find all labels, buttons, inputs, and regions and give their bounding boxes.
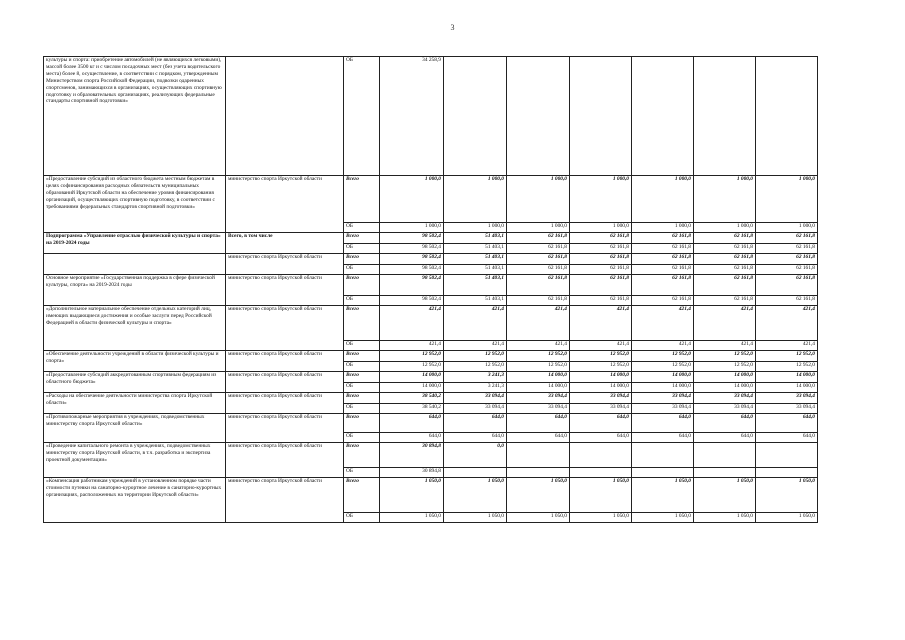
amount-cell: 421,4 (632, 306, 694, 341)
amount-cell: 51 403,1 (444, 265, 507, 275)
amount-cell: 644,0 (694, 433, 756, 443)
amount-cell (570, 57, 632, 176)
amount-cell: 421,4 (756, 306, 818, 341)
funding-source: ОБ (344, 244, 380, 254)
table-row (44, 275, 818, 296)
amount-cell: 14 000,0 (507, 383, 570, 393)
row-description: «Предоставление субсидий аккредитованным спортивным федерациям из областного бюджета» (44, 372, 226, 393)
amount-cell: 34 258,9 (380, 57, 444, 176)
amount-cell: 62 161,8 (632, 296, 694, 306)
amount-cell: 1 000,0 (756, 176, 818, 223)
amount-cell: 14 000,0 (756, 383, 818, 393)
amount-cell: 421,4 (694, 341, 756, 351)
table-row (44, 254, 818, 265)
amount-cell: 1 050,0 (632, 478, 694, 513)
amount-cell: 644,0 (756, 414, 818, 433)
funding-source: ОБ (344, 57, 380, 176)
amount-cell: 644,0 (756, 433, 818, 443)
amount-cell (570, 443, 632, 468)
amount-cell: 33 094,4 (756, 404, 818, 414)
amount-cell: 98 502,4 (380, 296, 444, 306)
amount-cell: 98 502,4 (380, 254, 444, 265)
amount-cell: 12 952,0 (756, 351, 818, 362)
funding-source: Всего (344, 393, 380, 404)
funding-source: ОБ (344, 296, 380, 306)
funding-source: Всего (344, 351, 380, 362)
amount-cell: 1 000,0 (570, 176, 632, 223)
amount-cell: 1 000,0 (444, 223, 507, 233)
funding-source: ОБ (344, 468, 380, 478)
amount-cell: 33 094,4 (444, 404, 507, 414)
row-executor: министерство спорта Иркутской области (226, 443, 344, 478)
amount-cell: 12 952,0 (632, 362, 694, 372)
amount-cell (756, 443, 818, 468)
amount-cell (632, 468, 694, 478)
amount-cell: 62 161,8 (632, 244, 694, 254)
amount-cell: 33 094,4 (507, 404, 570, 414)
amount-cell: 12 952,0 (507, 351, 570, 362)
amount-cell: 644,0 (380, 433, 444, 443)
amount-cell: 33 094,4 (632, 393, 694, 404)
funding-source: Всего (344, 306, 380, 341)
amount-cell: 421,4 (380, 341, 444, 351)
amount-cell: 98 502,4 (380, 275, 444, 296)
amount-cell: 62 161,8 (507, 254, 570, 265)
amount-cell: 1 050,0 (380, 478, 444, 513)
amount-cell: 1 000,0 (756, 223, 818, 233)
row-description: «Обеспечение деятельности учреждений в области физической культуры и спорта» (44, 351, 226, 372)
amount-cell: 14 000,0 (380, 383, 444, 393)
amount-cell: 1 000,0 (380, 176, 444, 223)
row-description: «Расходы на обеспечение деятельности министерства спорта Иркутской области» (44, 393, 226, 414)
amount-cell: 12 952,0 (444, 362, 507, 372)
amount-cell: 33 094,4 (632, 404, 694, 414)
amount-cell: 51 403,1 (444, 296, 507, 306)
amount-cell: 33 094,4 (694, 393, 756, 404)
amount-cell: 1 050,0 (756, 513, 818, 523)
row-executor: министерство спорта Иркутской области (226, 478, 344, 523)
amount-cell (507, 443, 570, 468)
funding-source: ОБ (344, 513, 380, 523)
amount-cell: 62 161,8 (570, 265, 632, 275)
amount-cell: 98 502,4 (380, 244, 444, 254)
amount-cell: 51 403,1 (444, 244, 507, 254)
amount-cell: 644,0 (632, 414, 694, 433)
row-executor: Всего, в том числе (226, 233, 344, 254)
table-row (44, 233, 818, 244)
amount-cell: 421,4 (756, 341, 818, 351)
amount-cell: 644,0 (444, 414, 507, 433)
amount-cell: 62 161,8 (507, 296, 570, 306)
amount-cell (756, 468, 818, 478)
amount-cell: 1 050,0 (380, 513, 444, 523)
amount-cell: 421,4 (507, 341, 570, 351)
row-description: Подпрограмма «Управление отраслью физической культуры и спорта» на 2019-2024 годы (44, 233, 226, 254)
amount-cell: 51 403,1 (444, 275, 507, 296)
amount-cell: 62 161,8 (694, 244, 756, 254)
page-number: 3 (450, 23, 455, 32)
amount-cell: 14 000,0 (632, 372, 694, 383)
row-executor: министерство спорта Иркутской области (226, 393, 344, 414)
amount-cell: 1 000,0 (380, 223, 444, 233)
amount-cell: 62 161,8 (694, 233, 756, 244)
amount-cell: 14 000,0 (380, 372, 444, 383)
amount-cell: 38 540,2 (380, 404, 444, 414)
amount-cell: 1 050,0 (570, 513, 632, 523)
funding-source: Всего (344, 478, 380, 513)
amount-cell: 12 952,0 (570, 351, 632, 362)
amount-cell: 0,0 (444, 443, 507, 468)
amount-cell: 62 161,8 (570, 296, 632, 306)
amount-cell: 62 161,8 (632, 233, 694, 244)
table-row (44, 57, 818, 176)
amount-cell: 1 050,0 (632, 513, 694, 523)
amount-cell: 421,4 (570, 341, 632, 351)
row-description: культуры и спорта: приобретение автомобилей (не являющихся легковыми), массой более 3500 кг и с числом посадочных мест (без учета водительского места) более 8, осуществление, в соответствии с порядком, утвержденным Министерством спорта Российской Федерации, подвозки одаренных спортсменов, занимающихся в организациях, осуществляющих спортивную подготовку и образовательных организациях, реализующих федеральные стандарты спортивной подготовки» (44, 57, 226, 176)
amount-cell: 421,4 (570, 306, 632, 341)
amount-cell: 12 952,0 (380, 362, 444, 372)
amount-cell: 421,4 (507, 306, 570, 341)
amount-cell: 12 952,0 (444, 351, 507, 362)
amount-cell: 14 000,0 (694, 372, 756, 383)
amount-cell (444, 57, 507, 176)
amount-cell: 1 000,0 (570, 223, 632, 233)
table-row (44, 414, 818, 433)
funding-source: Всего (344, 372, 380, 383)
amount-cell: 62 161,8 (694, 275, 756, 296)
table-row (44, 478, 818, 513)
amount-cell: 62 161,8 (632, 265, 694, 275)
amount-cell: 1 050,0 (694, 513, 756, 523)
funding-source: Всего (344, 443, 380, 468)
amount-cell: 62 161,8 (632, 254, 694, 265)
amount-cell: 14 000,0 (632, 383, 694, 393)
amount-cell: 33 094,4 (507, 393, 570, 404)
amount-cell: 62 161,8 (570, 254, 632, 265)
budget-table (43, 56, 818, 523)
row-description: «Противопожарные мероприятия в учреждениях, подведомственных министерству спорта Иркутской области» (44, 414, 226, 443)
amount-cell: 62 161,8 (756, 244, 818, 254)
row-description: «Компенсация работникам учреждений в установленном порядке части стоимости путевки на санаторно-курортное лечение в санаторно-курортных организациях, расположенных на территории Иркутской области» (44, 478, 226, 523)
amount-cell: 62 161,8 (756, 296, 818, 306)
amount-cell: 12 952,0 (694, 362, 756, 372)
amount-cell (694, 443, 756, 468)
amount-cell: 421,4 (632, 341, 694, 351)
amount-cell: 62 161,8 (756, 265, 818, 275)
table-row (44, 351, 818, 362)
amount-cell: 33 094,4 (444, 393, 507, 404)
funding-source: ОБ (344, 362, 380, 372)
funding-source: ОБ (344, 433, 380, 443)
amount-cell: 644,0 (570, 433, 632, 443)
row-executor (226, 57, 344, 176)
amount-cell (570, 468, 632, 478)
amount-cell: 1 050,0 (444, 478, 507, 513)
table-row (44, 393, 818, 404)
amount-cell: 1 000,0 (632, 176, 694, 223)
amount-cell: 1 050,0 (756, 478, 818, 513)
amount-cell (694, 468, 756, 478)
row-executor: министерство спорта Иркутской области (226, 306, 344, 351)
table-row (44, 176, 818, 223)
amount-cell: 644,0 (444, 433, 507, 443)
amount-cell: 62 161,8 (632, 275, 694, 296)
row-executor: министерство спорта Иркутской области (226, 176, 344, 233)
amount-cell: 644,0 (694, 414, 756, 433)
amount-cell: 51 403,1 (444, 254, 507, 265)
amount-cell: 1 050,0 (507, 513, 570, 523)
funding-source: Всего (344, 233, 380, 244)
amount-cell: 3 241,3 (444, 372, 507, 383)
amount-cell: 12 952,0 (632, 351, 694, 362)
amount-cell: 12 952,0 (694, 351, 756, 362)
row-description: Основное мероприятие «Государственная поддержка в сфере физической культуры, спорта» на 2019-2024 годы (44, 275, 226, 306)
amount-cell: 62 161,8 (507, 265, 570, 275)
amount-cell: 62 161,8 (507, 233, 570, 244)
amount-cell: 3 241,3 (444, 383, 507, 393)
amount-cell: 1 000,0 (507, 223, 570, 233)
row-executor: министерство спорта Иркутской области (226, 275, 344, 306)
amount-cell (694, 57, 756, 176)
row-description: «Проведение капитального ремонта в учреждениях, подведомственных министерству спорта Иркутской области, в т.ч. разработка и экспертиза проектной документации» (44, 443, 226, 478)
amount-cell (507, 468, 570, 478)
amount-cell: 62 161,8 (756, 233, 818, 244)
funding-source: Всего (344, 275, 380, 296)
funding-source: Всего (344, 414, 380, 433)
row-executor: министерство спорта Иркутской области (226, 351, 344, 372)
amount-cell: 12 952,0 (570, 362, 632, 372)
row-executor: министерство спорта Иркутской области (226, 414, 344, 443)
row-description: «Дополнительное материальное обеспечение отдельных категорий лиц, имеющих выдающиеся достижения и особые заслуги перед Российской Федерацией в области физической культуры и спорта» (44, 306, 226, 351)
amount-cell: 644,0 (380, 414, 444, 433)
funding-source: ОБ (344, 341, 380, 351)
row-executor: министерство спорта Иркутской области (226, 372, 344, 393)
amount-cell: 62 161,8 (756, 275, 818, 296)
amount-cell: 62 161,8 (694, 265, 756, 275)
amount-cell: 644,0 (507, 433, 570, 443)
amount-cell: 1 050,0 (444, 513, 507, 523)
table-row (44, 443, 818, 468)
amount-cell: 14 000,0 (694, 383, 756, 393)
amount-cell (632, 443, 694, 468)
amount-cell: 98 502,4 (380, 233, 444, 244)
amount-cell (444, 468, 507, 478)
amount-cell: 14 000,0 (570, 383, 632, 393)
amount-cell: 62 161,8 (570, 233, 632, 244)
funding-source: ОБ (344, 404, 380, 414)
amount-cell: 14 000,0 (756, 372, 818, 383)
amount-cell: 62 161,8 (756, 254, 818, 265)
amount-cell: 1 000,0 (694, 223, 756, 233)
amount-cell (507, 57, 570, 176)
amount-cell: 644,0 (570, 414, 632, 433)
funding-source: Всего (344, 176, 380, 223)
amount-cell (756, 57, 818, 176)
amount-cell: 98 502,4 (380, 265, 444, 275)
amount-cell: 421,4 (444, 306, 507, 341)
row-executor: министерство спорта Иркутской области (226, 254, 344, 275)
funding-source: Всего (344, 254, 380, 265)
amount-cell: 12 952,0 (507, 362, 570, 372)
funding-source: ОБ (344, 383, 380, 393)
amount-cell: 421,4 (694, 306, 756, 341)
amount-cell (632, 57, 694, 176)
amount-cell: 33 094,4 (570, 404, 632, 414)
amount-cell: 62 161,8 (507, 275, 570, 296)
amount-cell: 33 094,4 (694, 404, 756, 414)
amount-cell: 33 094,4 (756, 393, 818, 404)
row-description (44, 254, 226, 275)
table-row (44, 372, 818, 383)
amount-cell: 1 000,0 (694, 176, 756, 223)
amount-cell: 1 050,0 (570, 478, 632, 513)
amount-cell: 1 050,0 (694, 478, 756, 513)
funding-source: ОБ (344, 265, 380, 275)
amount-cell: 421,4 (444, 341, 507, 351)
amount-cell: 644,0 (632, 433, 694, 443)
amount-cell: 62 161,8 (694, 296, 756, 306)
amount-cell: 33 094,4 (570, 393, 632, 404)
funding-source: ОБ (344, 223, 380, 233)
amount-cell: 14 000,0 (507, 372, 570, 383)
amount-cell: 1 000,0 (444, 176, 507, 223)
amount-cell: 14 000,0 (570, 372, 632, 383)
table-body (44, 57, 818, 523)
amount-cell: 62 161,8 (570, 275, 632, 296)
amount-cell: 30 894,8 (380, 468, 444, 478)
amount-cell: 1 000,0 (632, 223, 694, 233)
row-description: «Предоставление субсидий из областного бюджета местным бюджетам в целях софинансирования расходных обязательств муниципальных образований Иркутской области на обеспечение уровня финансирования организаций, осуществляющих спортивную подготовку, в соответствии с требованиями федеральных стандартов спортивной подготовки» (44, 176, 226, 233)
amount-cell: 12 952,0 (756, 362, 818, 372)
amount-cell: 38 540,2 (380, 393, 444, 404)
amount-cell: 62 161,8 (507, 244, 570, 254)
amount-cell: 51 403,1 (444, 233, 507, 244)
amount-cell: 12 952,0 (380, 351, 444, 362)
amount-cell: 62 161,8 (570, 244, 632, 254)
amount-cell: 62 161,8 (694, 254, 756, 265)
amount-cell: 421,4 (380, 306, 444, 341)
amount-cell: 1 050,0 (507, 478, 570, 513)
amount-cell: 30 894,8 (380, 443, 444, 468)
amount-cell: 1 000,0 (507, 176, 570, 223)
table-row (44, 306, 818, 341)
amount-cell: 644,0 (507, 414, 570, 433)
